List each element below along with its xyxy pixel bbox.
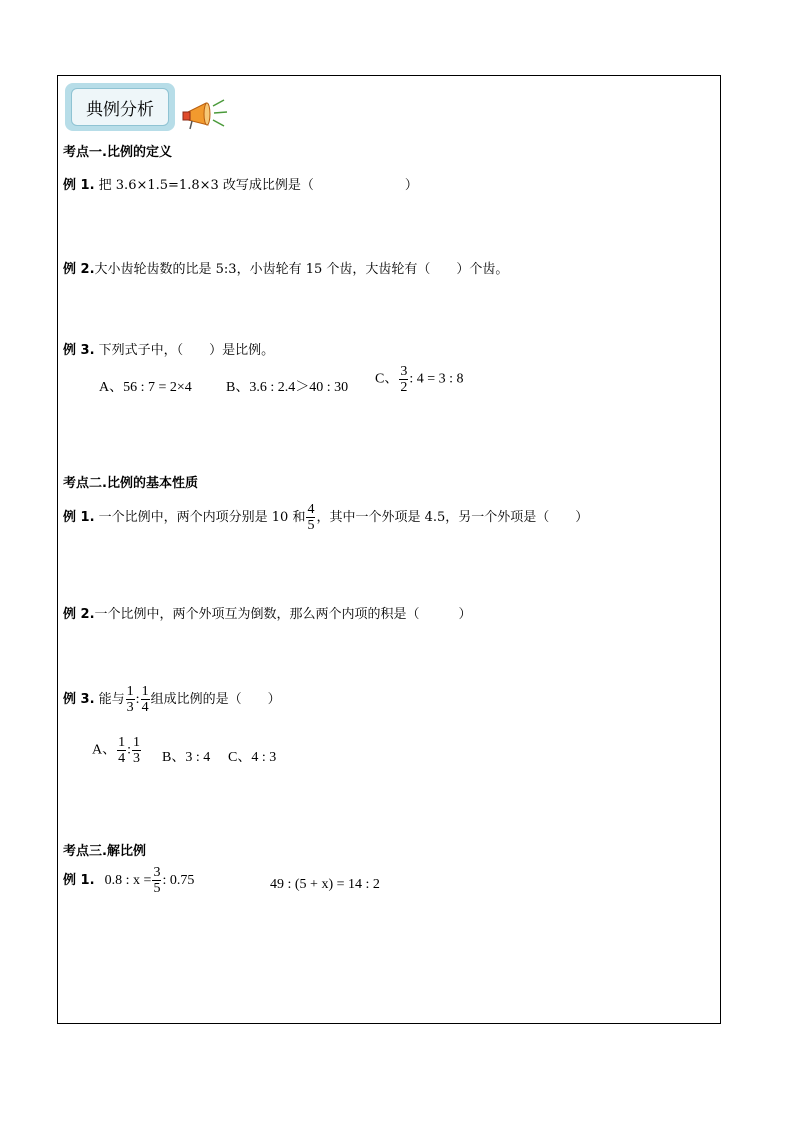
example-text: 大小齿轮齿数的比是 5:3，小齿轮有 15 个齿，大齿轮有（ ）个齿。 bbox=[94, 262, 509, 277]
s2-ex3-option-c: C、4 : 3 bbox=[228, 750, 277, 765]
equation-1-after: : 0.75 bbox=[162, 873, 195, 888]
denominator: 2 bbox=[400, 380, 408, 395]
example-label: 例 2. bbox=[63, 262, 95, 277]
s1-example2 bbox=[63, 258, 508, 277]
s1-ex3-option-b: B、3.6 : 2.4＞40 : 30 bbox=[226, 380, 349, 395]
option-prefix: A、 bbox=[92, 742, 117, 758]
fraction bbox=[399, 364, 408, 395]
fraction bbox=[306, 502, 315, 533]
section3-heading: 考点三.解比例 bbox=[63, 844, 146, 859]
fraction bbox=[132, 735, 141, 766]
s1-example3 bbox=[63, 339, 274, 358]
s3-equation-2: 49 : (5 + x) = 14 : 2 bbox=[270, 877, 380, 892]
numerator: 3 bbox=[153, 865, 161, 880]
fraction bbox=[141, 684, 150, 715]
example-label: 例 1. bbox=[63, 178, 95, 193]
example-text-after: 组成比例的是（ ） bbox=[150, 692, 281, 707]
numerator: 1 bbox=[126, 684, 134, 699]
numerator: 3 bbox=[400, 364, 408, 379]
numerator: 1 bbox=[118, 735, 126, 750]
denominator: 5 bbox=[153, 881, 161, 896]
fraction bbox=[117, 735, 126, 766]
s2-example2 bbox=[63, 603, 472, 622]
example-text: 下列式子中，（ ）是比例。 bbox=[98, 343, 275, 358]
fraction bbox=[152, 865, 161, 896]
denominator: 5 bbox=[307, 518, 315, 533]
equation-1-before: 0.8 : x = bbox=[104, 873, 152, 888]
banner-title: 典例分析 bbox=[71, 88, 169, 126]
example-label: 例 1. bbox=[63, 510, 95, 525]
example-text: 把 3.6×1.5=1.8×3 改写成比例是（ ） bbox=[98, 178, 418, 193]
denominator: 4 bbox=[141, 700, 149, 715]
section-banner bbox=[65, 83, 175, 131]
s2-example1 bbox=[63, 502, 588, 533]
s2-example3 bbox=[63, 684, 281, 715]
denominator: 4 bbox=[118, 751, 126, 766]
denominator: 3 bbox=[126, 700, 134, 715]
denominator: 3 bbox=[133, 751, 141, 766]
option-prefix: C、 bbox=[375, 371, 399, 387]
example-label: 例 3. bbox=[63, 343, 95, 358]
numerator: 1 bbox=[141, 684, 149, 699]
section2-heading: 考点二.比例的基本性质 bbox=[63, 476, 198, 491]
example-label: 例 3. bbox=[63, 692, 95, 707]
s1-example1 bbox=[63, 174, 418, 193]
s2-ex3-option-a bbox=[92, 735, 142, 766]
example-label: 例 2. bbox=[63, 607, 95, 622]
s1-ex3-option-a: A、56 : 7 = 2×4 bbox=[99, 380, 192, 395]
example-text-before: 能与 bbox=[98, 692, 125, 707]
example-label: 例 1. bbox=[63, 873, 95, 888]
example-text-before: 一个比例中，两个内项分别是 10 和 bbox=[98, 510, 306, 525]
s2-ex3-option-b: B、3 : 4 bbox=[162, 750, 211, 765]
option-suffix: : 4 = 3 : 8 bbox=[409, 371, 464, 387]
numerator: 1 bbox=[133, 735, 141, 750]
fraction bbox=[126, 684, 135, 715]
megaphone-icon bbox=[180, 98, 230, 134]
numerator: 4 bbox=[307, 502, 315, 517]
s1-ex3-option-c bbox=[375, 364, 464, 395]
section1-heading: 考点一.比例的定义 bbox=[63, 145, 172, 160]
s3-example1 bbox=[63, 865, 194, 896]
example-text-after: ，其中一个外项是 4.5，另一个外项是（ ） bbox=[316, 510, 589, 525]
colon: : bbox=[135, 692, 140, 707]
example-text: 一个比例中，两个外项互为倒数，那么两个内项的积是（ ） bbox=[94, 607, 472, 622]
colon: : bbox=[127, 742, 132, 758]
